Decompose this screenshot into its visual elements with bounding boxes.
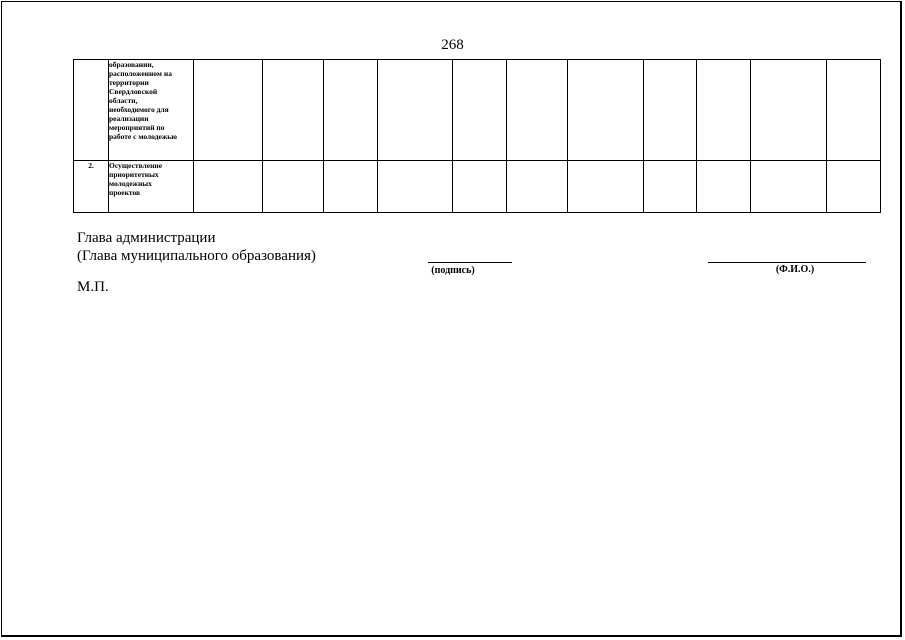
table-cell <box>751 60 827 161</box>
table-cell <box>263 161 324 213</box>
table-cell <box>324 161 378 213</box>
table-cell <box>751 161 827 213</box>
row-description <box>109 161 194 213</box>
table-cell <box>453 161 507 213</box>
row-description <box>109 60 194 161</box>
table-cell <box>324 60 378 161</box>
signature-line <box>428 262 512 263</box>
table-cell <box>194 161 263 213</box>
table-cell <box>827 161 881 213</box>
table-cell <box>644 60 697 161</box>
description-line: образовании, <box>109 60 154 69</box>
table-cell <box>378 60 453 161</box>
page-number: 268 <box>441 37 464 53</box>
description-line: проектов <box>109 188 141 197</box>
description-line: территории <box>109 78 149 87</box>
row-number <box>74 60 109 161</box>
row-number: 2. <box>74 161 109 213</box>
table-cell <box>827 60 881 161</box>
signatory-title: Глава администрации <box>77 230 216 246</box>
table-cell <box>507 60 568 161</box>
table-cell <box>644 161 697 213</box>
description-line: приоритетных <box>109 170 159 179</box>
description-line: мероприятий по <box>109 123 165 132</box>
description-line: расположенном на <box>109 69 172 78</box>
description-line: молодежных <box>109 179 152 188</box>
table-cell <box>194 60 263 161</box>
signature-caption: (подпись) <box>431 265 475 276</box>
name-caption: (Ф.И.О.) <box>775 264 815 275</box>
stamp-mark: М.П. <box>77 279 109 295</box>
description-line: области, <box>109 96 138 105</box>
name-line <box>708 262 866 263</box>
description-line: Свердловской <box>109 87 158 96</box>
table-cell <box>697 60 751 161</box>
table-cell <box>378 161 453 213</box>
description-line: Осуществление <box>109 161 163 170</box>
description-line: реализации <box>109 114 149 123</box>
table-cell <box>697 161 751 213</box>
signatory-subtitle: (Глава муниципального образования) <box>77 248 316 264</box>
description-line: работе с молодежью <box>109 132 177 141</box>
data-table <box>73 59 881 213</box>
table-row <box>74 60 881 161</box>
table-cell <box>507 161 568 213</box>
description-line: необходимого для <box>109 105 169 114</box>
table-cell <box>263 60 324 161</box>
table-cell <box>453 60 507 161</box>
table-cell <box>568 161 644 213</box>
table-row <box>74 161 881 213</box>
table-cell <box>568 60 644 161</box>
